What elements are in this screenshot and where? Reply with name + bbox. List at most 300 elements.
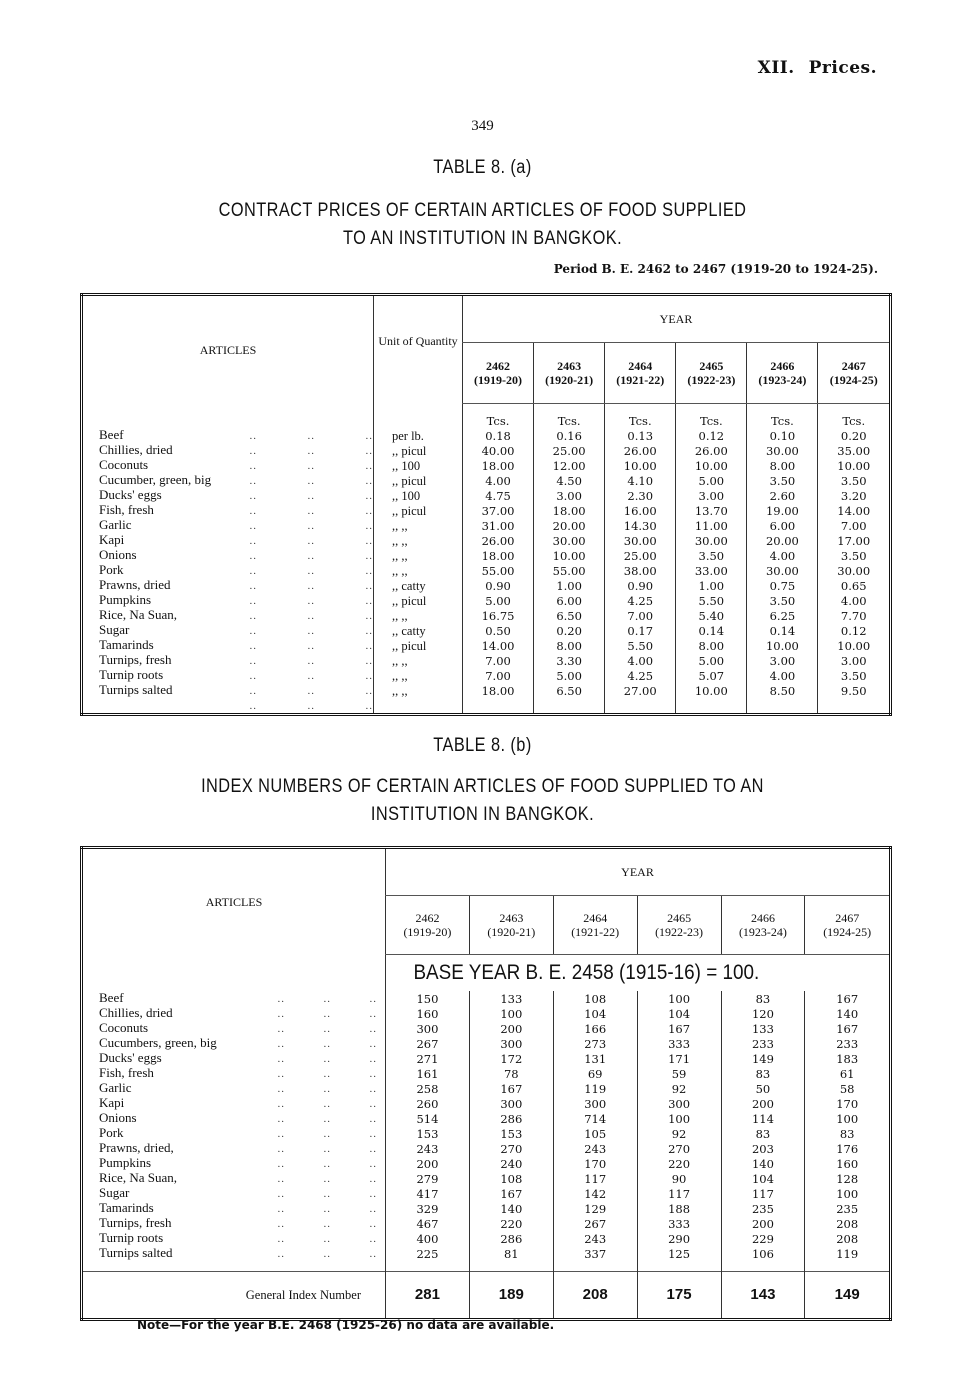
index-cell: 267 [386,1036,470,1051]
price-cell: 18.00 [463,683,534,698]
price-cell: 7.00 [605,608,676,623]
index-cell: 50 [721,1081,805,1096]
year-header [637,896,721,955]
article-name: Pumpkins [99,1155,152,1170]
index-cell: 108 [469,1171,553,1186]
index-cell: 100 [637,1111,721,1126]
table-row [82,1081,891,1096]
table-row [82,1021,891,1036]
index-cell: 125 [637,1246,721,1261]
article-name: Ducks' eggs [99,487,162,502]
article-name: Rice, Na Suan, [99,1170,177,1185]
price-cell: 6.00 [534,593,605,608]
article-name: Tamarinds [99,637,154,652]
leader-dots: .. [323,1173,331,1185]
leader-dots: .. [307,685,315,697]
price-cell: 14.30 [605,518,676,533]
price-cell: 0.14 [676,623,747,638]
index-cell: 100 [805,1186,891,1201]
price-cell: 2.30 [605,488,676,503]
leader-dots: .. [307,460,315,472]
price-cell: 3.20 [818,488,891,503]
article-name: Garlic [99,1080,132,1095]
leader-dots: .. [369,1083,377,1095]
leader-dots: .. [369,1038,377,1050]
year-ad: (1922-23) [687,373,736,387]
article-name: Cucumber, green, big [99,472,212,487]
article-name: Tamarinds [99,1200,154,1215]
article-name: Fish, fresh [99,502,154,517]
article-name: Beef [99,427,124,442]
year-header [463,343,534,404]
price-cell: 27.00 [605,683,676,698]
price-cell: 10.00 [747,638,818,653]
year-header [469,896,553,955]
table-row [82,1216,891,1231]
table-row [82,1246,891,1261]
leader-dots: .. [249,685,257,697]
index-cell: 104 [721,1171,805,1186]
table-row [82,533,891,548]
price-cell: 30.00 [747,563,818,578]
index-cell: 229 [721,1231,805,1246]
index-cell: 337 [553,1246,637,1261]
year-header [676,343,747,404]
leader-dots: .. [369,1188,377,1200]
article-name: Pork [99,1125,124,1140]
price-cell: 0.20 [534,623,605,638]
leader-dots: .. [323,1038,331,1050]
leader-dots: .. [277,1203,285,1215]
article-name: Turnips, fresh [99,1215,172,1230]
table-row [82,458,891,473]
currency-label: Tcs. [818,404,891,429]
price-cell: 40.00 [463,443,534,458]
table-a-label: TABLE 8. (a) [433,157,532,178]
leader-dots: .. [369,1143,377,1155]
currency-label: Tcs. [605,404,676,429]
year-ad: (1919-20) [403,925,452,939]
article-name: Coconuts [99,457,149,472]
col-year: YEAR [463,295,891,343]
price-cell: 5.00 [534,668,605,683]
general-index-row [82,1272,891,1320]
index-cell: 83 [721,1066,805,1081]
leader-dots: .. [323,1053,331,1065]
col-unit: Unit of Quantity [374,295,463,404]
price-cell: 5.50 [676,593,747,608]
general-index-value: 281 [386,1272,470,1320]
price-cell: 3.50 [818,668,891,683]
article-name: Turnips salted [99,682,173,697]
year-be: 2465 [699,359,724,373]
leader-dots: .. [307,580,315,592]
year-ad: (1919-20) [474,373,523,387]
leader-dots: .. [307,700,315,712]
table-row [82,1171,891,1186]
leader-dots: .. [249,640,257,652]
index-cell: 514 [386,1111,470,1126]
leader-dots: .. [277,1188,285,1200]
table-row [82,1186,891,1201]
index-cell: 258 [386,1081,470,1096]
general-index-value: 149 [805,1272,891,1320]
price-cell: 16.00 [605,503,676,518]
table-row [82,668,891,683]
leader-dots: .. [369,1023,377,1035]
unit-of-quantity: ,, picul [374,638,463,653]
price-cell: 4.75 [463,488,534,503]
index-cell: 167 [637,1021,721,1036]
index-cell: 279 [386,1171,470,1186]
year-header [805,896,891,955]
price-cell: 5.00 [463,593,534,608]
leader-dots: .. [307,445,315,457]
table-row [82,428,891,443]
table-row [82,488,891,503]
price-cell: 3.50 [818,548,891,563]
price-cell: 26.00 [605,443,676,458]
article-name: Fish, fresh [99,1065,154,1080]
unit-of-quantity: ,, picul [374,593,463,608]
unit-of-quantity: ,, ,, [374,548,463,563]
unit-of-quantity: ,, picul [374,443,463,458]
index-cell: 160 [386,1006,470,1021]
year-ad: (1921-22) [616,373,665,387]
table-row [82,683,891,698]
leader-dots: .. [323,1218,331,1230]
unit-of-quantity: ,, picul [374,473,463,488]
unit-of-quantity: ,, catty [374,578,463,593]
leader-dots: .. [323,1203,331,1215]
index-cell: 105 [553,1126,637,1141]
leader-dots: .. [307,595,315,607]
price-cell: 4.10 [605,473,676,488]
col-articles: ARTICLES [199,342,257,357]
price-cell: 3.00 [747,653,818,668]
index-cell: 240 [469,1156,553,1171]
general-index-value: 208 [553,1272,637,1320]
year-header [721,896,805,955]
index-cell: 78 [469,1066,553,1081]
section-number: XII. [757,58,795,78]
index-cell: 300 [469,1036,553,1051]
price-cell: 26.00 [676,443,747,458]
footnote: Note—For the year B.E. 2468 (1925-26) no data are available. [137,1318,555,1332]
price-cell: 3.50 [818,473,891,488]
leader-dots: .. [277,1158,285,1170]
index-cell: 243 [553,1231,637,1246]
leader-dots: .. [277,1023,285,1035]
leader-dots: .. [365,535,373,547]
index-cell: 170 [553,1156,637,1171]
index-cell: 203 [721,1141,805,1156]
unit-of-quantity: ,, picul [374,503,463,518]
leader-dots: .. [369,1218,377,1230]
table-a-contract-prices [80,293,892,716]
price-cell: 25.00 [605,548,676,563]
price-cell: 8.50 [747,683,818,698]
index-cell: 133 [469,991,553,1006]
table-row [82,1231,891,1246]
article-name: Sugar [99,1185,130,1200]
article-name: Prawns, dried, [99,1140,174,1155]
year-ad: (1920-21) [545,373,594,387]
unit-of-quantity: ,, 100 [374,458,463,473]
leader-dots: .. [365,640,373,652]
leader-dots: .. [365,505,373,517]
index-cell: 714 [553,1111,637,1126]
year-ad: (1920-21) [487,925,536,939]
leader-dots: .. [323,1113,331,1125]
table-a-title-line2: TO AN INSTITUTION IN BANGKOK. [342,228,623,249]
unit-of-quantity: ,, ,, [374,668,463,683]
leader-dots: .. [365,685,373,697]
leader-dots: .. [365,445,373,457]
index-cell: 58 [805,1081,891,1096]
price-cell: 7.00 [463,653,534,668]
price-cell: 6.00 [747,518,818,533]
leader-dots: .. [249,475,257,487]
index-cell: 100 [637,991,721,1006]
index-cell: 166 [553,1021,637,1036]
price-cell: 30.00 [605,533,676,548]
leader-dots: .. [365,670,373,682]
price-cell: 30.00 [818,563,891,578]
price-cell: 26.00 [463,533,534,548]
index-cell: 170 [805,1096,891,1111]
price-cell: 0.90 [605,578,676,593]
currency-row [82,404,891,429]
table-row [82,638,891,653]
table-b-title-line1: INDEX NUMBERS OF CERTAIN ARTICLES OF FOOD SUPPLIED TO AN [201,776,764,797]
price-cell: 19.00 [747,503,818,518]
price-cell: 4.25 [605,668,676,683]
price-cell: 0.13 [605,428,676,443]
price-cell: 7.00 [818,518,891,533]
index-cell: 300 [386,1021,470,1036]
leader-dots: .. [365,595,373,607]
index-cell: 140 [805,1006,891,1021]
table-row [82,1066,891,1081]
leader-dots: .. [249,490,257,502]
index-cell: 92 [637,1126,721,1141]
currency-label: Tcs. [534,404,605,429]
leader-dots: .. [307,655,315,667]
article-name: Rice, Na Suan, [99,607,177,622]
index-cell: 167 [469,1081,553,1096]
unit-of-quantity: ,, catty [374,623,463,638]
table-a-period: Period B. E. 2462 to 2467 (1919-20 to 1924-25). [553,262,878,276]
leader-dots: .. [323,1098,331,1110]
price-cell: 18.00 [463,458,534,473]
article-name: Sugar [99,622,130,637]
leader-dots: .. [323,1128,331,1140]
unit-of-quantity: ,, ,, [374,563,463,578]
price-cell: 55.00 [534,563,605,578]
leader-dots: .. [323,1188,331,1200]
price-cell: 10.00 [534,548,605,563]
price-cell: 6.50 [534,608,605,623]
index-cell: 235 [721,1201,805,1216]
table-row [82,608,891,623]
leader-dots: .. [307,625,315,637]
leader-dots: .. [369,1248,377,1260]
price-cell: 37.00 [463,503,534,518]
price-cell: 4.25 [605,593,676,608]
table-row [82,1156,891,1171]
index-cell: 128 [805,1171,891,1186]
price-cell: 38.00 [605,563,676,578]
index-cell: 200 [721,1096,805,1111]
leader-dots: .. [369,1203,377,1215]
index-cell: 188 [637,1201,721,1216]
index-cell: 142 [553,1186,637,1201]
leader-dots: .. [365,520,373,532]
year-be: 2466 [770,359,795,373]
article-name: Turnips salted [99,1245,173,1260]
price-cell: 30.00 [676,533,747,548]
article-name: Kapi [99,1095,125,1110]
price-cell: 5.00 [676,653,747,668]
price-cell: 8.00 [534,638,605,653]
article-name: Kapi [99,532,125,547]
leader-dots: .. [323,1083,331,1095]
leader-dots: .. [277,1128,285,1140]
table-row [82,548,891,563]
table-b-label: TABLE 8. (b) [433,735,532,756]
price-cell: 16.75 [463,608,534,623]
index-cell: 150 [386,991,470,1006]
table-row [82,473,891,488]
index-cell: 61 [805,1066,891,1081]
index-cell: 200 [469,1021,553,1036]
index-cell: 300 [469,1096,553,1111]
year-ad: (1923-24) [738,925,787,939]
index-cell: 140 [721,1156,805,1171]
leader-dots: .. [307,535,315,547]
general-index-value: 189 [469,1272,553,1320]
index-cell: 400 [386,1231,470,1246]
price-cell: 10.00 [818,638,891,653]
price-cell: 5.50 [605,638,676,653]
leader-dots: .. [365,460,373,472]
price-cell: 0.12 [676,428,747,443]
table-row [82,503,891,518]
price-cell: 10.00 [605,458,676,473]
index-cell: 120 [721,1006,805,1021]
index-cell: 171 [637,1051,721,1066]
index-cell: 117 [637,1186,721,1201]
index-cell: 153 [469,1126,553,1141]
leader-dots: .. [307,670,315,682]
year-header [534,343,605,404]
article-name: Pork [99,562,124,577]
index-cell: 119 [553,1081,637,1096]
leader-dots: .. [307,475,315,487]
index-cell: 108 [553,991,637,1006]
leader-dots: .. [277,1038,285,1050]
article-name: Turnip roots [99,667,164,682]
price-cell: 4.50 [534,473,605,488]
leader-dots: .. [249,550,257,562]
leader-dots: .. [277,993,285,1005]
table-row [82,1141,891,1156]
leader-dots: .. [249,520,257,532]
article-name: Prawns, dried [99,577,171,592]
leader-dots: .. [249,655,257,667]
leader-dots: .. [365,610,373,622]
price-cell: 12.00 [534,458,605,473]
year-header [605,343,676,404]
table-row [82,563,891,578]
index-cell: 290 [637,1231,721,1246]
leader-dots: .. [323,1143,331,1155]
leader-dots: .. [249,610,257,622]
leader-dots: .. [365,625,373,637]
price-cell: 1.00 [676,578,747,593]
index-cell: 69 [553,1066,637,1081]
leader-dots: .. [277,1218,285,1230]
year-be: 2466 [750,911,775,925]
leader-dots: .. [365,430,373,442]
year-be: 2463 [557,359,582,373]
leader-dots: .. [249,670,257,682]
index-cell: 300 [553,1096,637,1111]
leader-dots: .. [277,1068,285,1080]
price-cell: 1.00 [534,578,605,593]
leader-dots: .. [277,1083,285,1095]
index-cell: 260 [386,1096,470,1111]
leader-dots: .. [323,1248,331,1260]
currency-label: Tcs. [463,404,534,429]
index-cell: 129 [553,1201,637,1216]
index-cell: 286 [469,1231,553,1246]
price-cell: 0.18 [463,428,534,443]
index-cell: 104 [553,1006,637,1021]
leader-dots: .. [277,1008,285,1020]
year-header [818,343,891,404]
general-index-value: 143 [721,1272,805,1320]
index-cell: 271 [386,1051,470,1066]
index-cell: 225 [386,1246,470,1261]
index-cell: 90 [637,1171,721,1186]
index-cell: 208 [805,1231,891,1246]
index-cell: 81 [469,1246,553,1261]
index-cell: 200 [386,1156,470,1171]
leader-dots: .. [365,655,373,667]
table-row [82,653,891,668]
year-be: 2464 [583,911,608,925]
price-cell: 3.30 [534,653,605,668]
price-cell: 0.14 [747,623,818,638]
index-cell: 117 [721,1186,805,1201]
unit-of-quantity: per lb. [374,428,463,443]
table-row [82,1096,891,1111]
index-cell: 333 [637,1036,721,1051]
price-cell: 3.50 [747,473,818,488]
year-ad: (1924-25) [829,373,878,387]
index-cell: 149 [721,1051,805,1066]
leader-dots: .. [323,993,331,1005]
table-row [82,1051,891,1066]
leader-dots: .. [307,610,315,622]
article-name: Chillies, dried [99,442,173,457]
year-be: 2462 [415,911,440,925]
price-cell: 35.00 [818,443,891,458]
unit-of-quantity: ,, ,, [374,518,463,533]
table-row [82,578,891,593]
